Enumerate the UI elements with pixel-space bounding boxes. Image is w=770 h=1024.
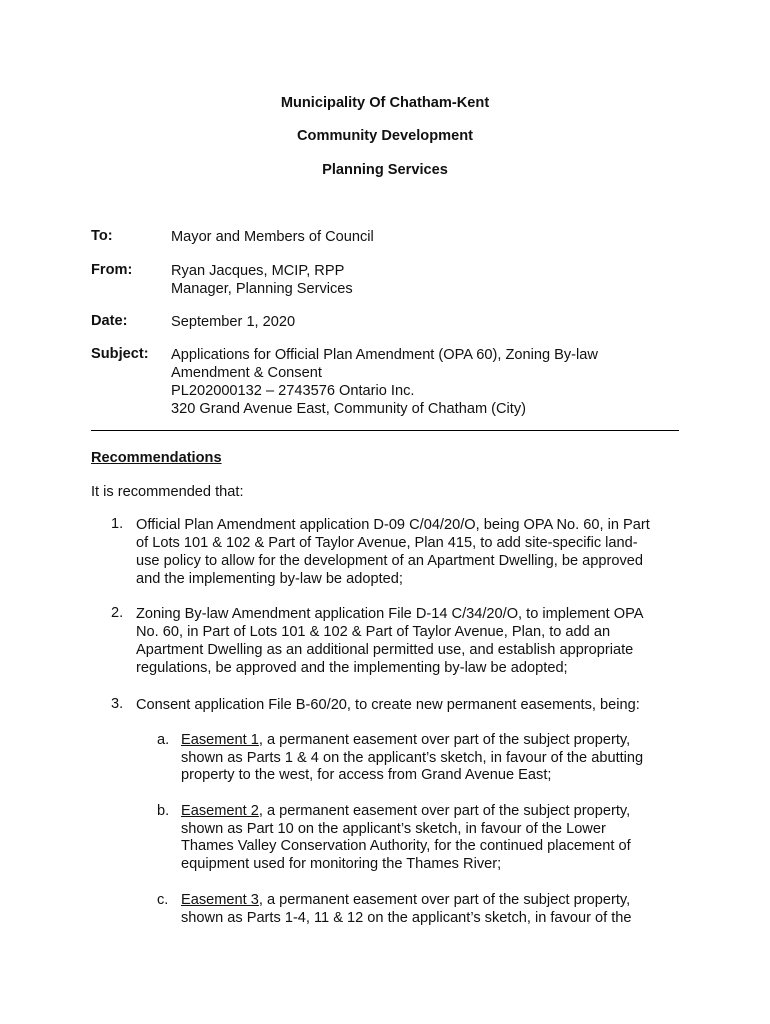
easement-line: shown as Part 10 on the applicant’s sketch, in favour of the Lower — [181, 820, 606, 837]
item-line: Official Plan Amendment application D-09 C/04/20/O, being OPA No. 60, in Part — [136, 517, 650, 533]
item-line: Consent application File B-60/20, to create new permanent easements, being: — [136, 697, 640, 713]
item-number: 2. — [111, 605, 124, 621]
easement-letter: a. — [157, 732, 170, 748]
divider-rule — [91, 430, 679, 431]
item-number: 1. — [111, 516, 124, 532]
subject-label: Subject: — [91, 346, 149, 362]
easement-line: property to the west, for access from Grand Avenue East; — [181, 767, 552, 783]
easement-first-rest: , a permanent easement over part of the subject property, — [258, 803, 631, 819]
item-line: use policy to allow for the development of an Apartment Dwelling, be approved — [136, 553, 644, 569]
item-line: and the implementing by-law be adopted; — [136, 571, 403, 587]
recommendations-heading: Recommendations — [91, 450, 222, 466]
from-line: Manager, Planning Services — [171, 281, 353, 297]
from-label: From: — [91, 262, 133, 278]
easement-name: Easement 1 — [181, 732, 259, 748]
easement-name: Easement 3 — [181, 892, 259, 908]
item-line: No. 60, in Part of Lots 101 & 102 & Part of Taylor Avenue, Plan, to add an — [136, 624, 611, 640]
easement-text — [181, 892, 661, 927]
subject-line: 320 Grand Avenue East, Community of Chatham (City) — [171, 401, 527, 417]
department-title: Community Development — [297, 128, 473, 144]
recommendations-intro: It is recommended that: — [91, 484, 244, 500]
easement-letter: c. — [157, 892, 169, 908]
item-number: 3. — [111, 696, 124, 712]
item-line: of Lots 101 & 102 & Part of Taylor Avenue, Plan 415, to add site-specific land- — [136, 535, 638, 551]
item-line: Apartment Dwelling as an additional permitted use, and establish appropriate — [136, 642, 634, 658]
subject-line: PL202000132 – 2743576 Ontario Inc. — [171, 383, 415, 399]
item-text — [136, 516, 676, 588]
from-value — [171, 262, 353, 298]
easement-line: equipment used for monitoring the Thames River; — [181, 855, 502, 872]
easement-letter: b. — [157, 803, 170, 819]
to-label: To: — [91, 228, 113, 244]
easement-first-line — [181, 803, 661, 821]
subject-line: Amendment & Consent — [171, 365, 322, 381]
item-text — [136, 696, 676, 714]
easement-text — [181, 732, 661, 785]
from-line: Ryan Jacques, MCIP, RPP — [171, 263, 345, 279]
easement-line: Thames Valley Conservation Authority, for the continued placement of — [181, 838, 631, 854]
subject-line: Applications for Official Plan Amendment (OPA 60), Zoning By-law — [171, 347, 598, 363]
municipality-title: Municipality Of Chatham-Kent — [280, 95, 490, 111]
easement-line: shown as Parts 1 & 4 on the applicant’s sketch, in favour of the abutting — [181, 749, 644, 766]
easement-first-line — [181, 732, 661, 750]
date-value — [171, 313, 295, 331]
item-line: Zoning By-law Amendment application File D-14 C/34/20/O, to implement OPA — [136, 606, 644, 622]
easement-first-line — [181, 892, 661, 910]
easement-name: Easement 2 — [181, 803, 259, 819]
easement-first-rest: , a permanent easement over part of the subject property, — [258, 732, 631, 748]
to-value-text: Mayor and Members of Council — [171, 229, 374, 245]
date-label: Date: — [91, 313, 128, 329]
date-value-text: September 1, 2020 — [171, 314, 296, 330]
easement-line: shown as Parts 1-4, 11 & 12 on the applicant’s sketch, in favour of the — [181, 909, 632, 926]
subject-value — [171, 346, 598, 418]
item-text — [136, 605, 676, 677]
to-value — [171, 228, 374, 246]
division-title: Planning Services — [322, 162, 448, 178]
item-line: regulations, be approved and the implementing by-law be adopted; — [136, 660, 568, 676]
easement-text — [181, 803, 661, 873]
easement-first-rest: , a permanent easement over part of the subject property, — [258, 892, 631, 908]
